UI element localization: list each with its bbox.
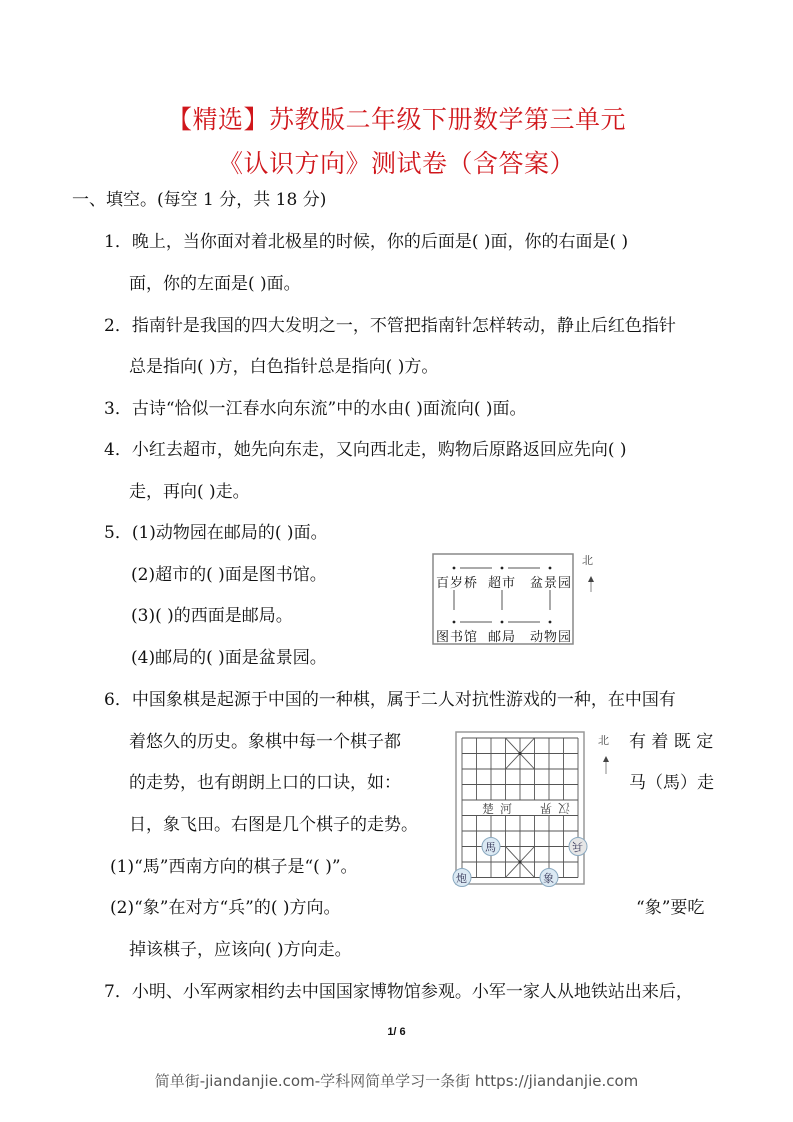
- question-6-sub-2b: “象”要吃: [636, 898, 705, 918]
- question-2-line-2: 总是指向( )方，白色指针总是指向( )方。: [129, 357, 439, 377]
- chess-piece-horse: 馬: [485, 841, 496, 854]
- question-6-sub-2c: 掉该棋子，应该向( )方向走。: [129, 940, 352, 960]
- question-2-line-1: 2．指南针是我国的四大发明之一，不管把指南针怎样转动，静止后红色指针: [104, 316, 676, 336]
- question-7-line-1: 7．小明、小军两家相约去中国国家博物馆参观。小军一家人从地铁站出来后，: [104, 982, 693, 1002]
- question-6-sub-1: (1)“馬”西南方向的棋子是“( )”。: [110, 857, 358, 877]
- question-5-line-3: (3)( )的西面是邮局。: [131, 606, 293, 626]
- question-6-line-3b: 马（馬）走: [629, 773, 714, 793]
- question-6-line-4: 日，象飞田。右图是几个棋子的走势。: [129, 815, 418, 835]
- chess-piece-soldier: 兵: [572, 840, 583, 853]
- document-title-line-2: 《认识方向》测试卷（含答案）: [217, 149, 575, 178]
- chess-board-figure: [452, 730, 632, 899]
- question-3-line-1: 3．古诗“恰似一江春水向东流”中的水由( )面流向( )面。: [104, 399, 527, 419]
- map-label-baisuiqiao: 百岁桥: [436, 576, 479, 591]
- question-1-line-2: 面，你的左面是( )面。: [129, 274, 301, 294]
- question-6-line-1: 6．中国象棋是起源于中国的一种棋，属于二人对抗性游戏的一种，在中国有: [104, 690, 676, 710]
- watermark-footer: 简单街-jiandanjie.com-学科网简单学习一条街 https://jiandanjie.com: [154, 1072, 639, 1090]
- map-label-post-office: 邮局: [488, 630, 517, 645]
- river-label-chu: 楚河: [482, 802, 519, 816]
- chess-piece-cannon: 炮: [456, 872, 467, 885]
- map-label-bonsai-garden: 盆景园: [530, 576, 573, 591]
- question-5-line-2: (2)超市的( )面是图书馆。: [131, 565, 327, 585]
- river-label-han: 汉界: [534, 801, 571, 815]
- chess-piece-elephant: 象: [543, 872, 554, 885]
- question-6-sub-2a: (2)“象”在对方“兵”的( )方向。: [110, 898, 341, 918]
- question-6-line-3a: 的走势，也有朗朗上口的口诀，如：: [129, 773, 401, 793]
- page-number: 1/ 6: [387, 1026, 406, 1038]
- chess-north-label: 北: [598, 734, 609, 747]
- section-heading: 一、填空。(每空 1 分，共 18 分): [72, 190, 327, 210]
- question-4-line-1: 4．小红去超市，她先向东走，又向西北走，购物后原路返回应先向( ): [104, 440, 627, 460]
- map-label-zoo: 动物园: [530, 630, 573, 645]
- document-title-line-1: 【精选】苏教版二年级下册数学第三单元: [166, 105, 626, 134]
- question-4-line-2: 走，再向( )走。: [129, 482, 250, 502]
- question-5-line-4: (4)邮局的( )面是盆景园。: [131, 648, 327, 668]
- map-north-label: 北: [582, 554, 593, 567]
- map-label-library: 图书馆: [436, 630, 479, 645]
- question-6-line-2b: 有 着 既 定: [629, 732, 714, 752]
- map-figure: [430, 550, 605, 654]
- question-1-line-1: 1．晚上，当你面对着北极星的时候，你的后面是( )面，你的右面是( ): [104, 232, 629, 252]
- question-5-line-1: 5．(1)动物园在邮局的( )面。: [104, 523, 328, 543]
- map-label-supermarket: 超市: [488, 576, 517, 591]
- question-6-line-2a: 着悠久的历史。象棋中每一个棋子都: [129, 732, 401, 752]
